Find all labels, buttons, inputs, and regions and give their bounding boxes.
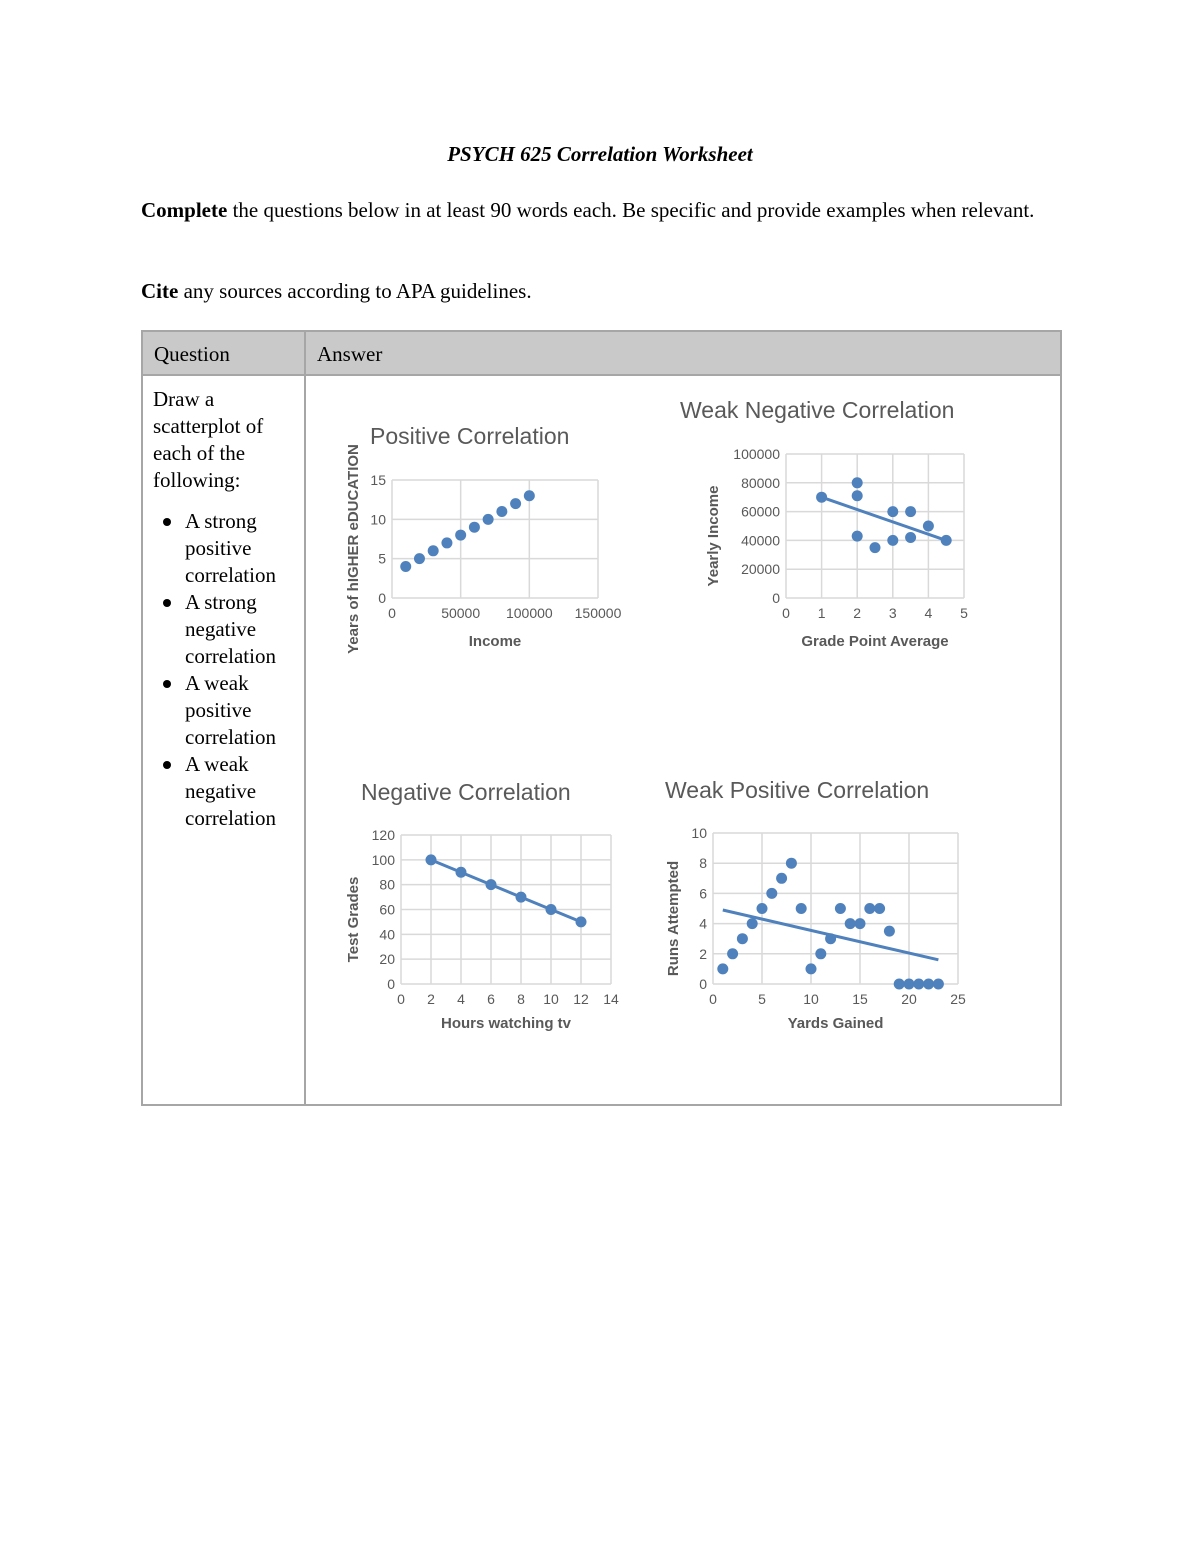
- y-axis-label: Years of hIGHER eDUCATION: [345, 444, 362, 654]
- data-point: [825, 933, 836, 944]
- x-tick-label: 0: [709, 991, 717, 1007]
- answer-cell: [305, 375, 1061, 1105]
- x-tick-label: 4: [924, 605, 933, 621]
- x-tick-label: 20: [901, 991, 917, 1007]
- x-tick-label: 5: [960, 605, 968, 621]
- y-tick-label: 80: [379, 876, 395, 893]
- data-point: [874, 903, 885, 914]
- data-point: [576, 916, 587, 927]
- list-item: A weak negative correlation: [185, 751, 296, 832]
- x-tick-label: 10: [543, 991, 559, 1007]
- data-point: [483, 514, 494, 525]
- y-tick-label: 20000: [741, 561, 780, 578]
- x-tick-label: 0: [782, 605, 790, 621]
- x-tick-label: 50000: [441, 605, 481, 621]
- y-tick-label: 100: [371, 851, 395, 868]
- y-axis-label: Test Grades: [345, 876, 362, 963]
- x-axis-label: Hours watching tv: [440, 1015, 572, 1032]
- chart-title: Weak Positive Correlation: [665, 777, 930, 803]
- data-point: [516, 892, 527, 903]
- y-tick-label: 8: [699, 855, 707, 872]
- y-tick-label: 10: [691, 825, 707, 841]
- y-tick-label: 0: [772, 590, 780, 606]
- x-tick-label: 150000: [574, 605, 622, 621]
- header-question: Question: [142, 331, 305, 375]
- scatterplots-panel: [306, 376, 1058, 1104]
- x-tick-label: 14: [603, 991, 619, 1007]
- data-point: [757, 903, 768, 914]
- data-point: [414, 553, 425, 564]
- instructions-complete: [141, 197, 1066, 224]
- data-point: [923, 521, 934, 532]
- data-point: [815, 948, 826, 959]
- x-tick-label: 15: [852, 991, 868, 1007]
- y-tick-label: 100000: [733, 446, 780, 462]
- data-point: [852, 477, 863, 488]
- data-point: [786, 858, 797, 869]
- data-point: [747, 918, 758, 929]
- x-axis-label: Grade Point Average: [801, 633, 949, 650]
- data-point: [894, 979, 905, 990]
- list-item: A strong negative correlation: [185, 589, 296, 670]
- x-tick-label: 4: [457, 991, 465, 1007]
- data-point: [496, 506, 507, 517]
- data-point: [441, 537, 452, 548]
- y-tick-label: 15: [370, 472, 386, 488]
- y-tick-label: 2: [699, 945, 707, 962]
- question-cell: [142, 375, 305, 1105]
- y-tick-label: 20: [379, 951, 395, 968]
- y-tick-label: 80000: [741, 474, 780, 491]
- x-tick-label: 8: [517, 991, 525, 1007]
- y-tick-label: 60: [379, 901, 395, 918]
- data-point: [905, 532, 916, 543]
- trendline: [822, 497, 947, 540]
- data-point: [524, 490, 535, 501]
- data-point: [717, 963, 728, 974]
- data-point: [905, 506, 916, 517]
- data-point: [884, 926, 895, 937]
- y-tick-label: 5: [378, 550, 386, 567]
- question-answer-table: [141, 330, 1062, 1106]
- data-point: [816, 492, 827, 503]
- data-point: [737, 933, 748, 944]
- x-tick-label: 3: [888, 605, 897, 621]
- data-point: [428, 545, 439, 556]
- trendline: [431, 860, 581, 922]
- data-point: [835, 903, 846, 914]
- cite-text: any sources according to APA guidelines.: [178, 279, 532, 303]
- x-tick-label: 25: [950, 991, 966, 1007]
- x-tick-label: 12: [573, 991, 589, 1007]
- x-tick-label: 10: [803, 991, 819, 1007]
- y-tick-label: 4: [699, 915, 707, 932]
- chart-title: Negative Correlation: [361, 779, 571, 805]
- data-point: [426, 854, 437, 865]
- data-point: [510, 498, 521, 509]
- x-axis-label: Income: [468, 633, 522, 650]
- data-point: [796, 903, 807, 914]
- data-point: [806, 963, 817, 974]
- data-point: [933, 979, 944, 990]
- x-tick-label: 2: [853, 605, 862, 621]
- data-point: [864, 903, 875, 914]
- instructions-cite: [141, 278, 1066, 305]
- data-point: [845, 918, 856, 929]
- y-axis-label: Runs Attempted: [665, 860, 682, 977]
- header-answer: Answer: [305, 331, 1061, 375]
- list-item: A weak positive correlation: [185, 670, 296, 751]
- data-point: [727, 948, 738, 959]
- y-tick-label: 6: [699, 885, 707, 902]
- data-point: [776, 873, 787, 884]
- chart-title: Positive Correlation: [370, 423, 570, 449]
- y-tick-label: 40: [379, 926, 395, 943]
- cite-keyword: Cite: [141, 279, 179, 303]
- y-tick-label: 10: [370, 511, 386, 528]
- question-intro: Draw a scatterplot of each of the following:: [153, 387, 264, 492]
- list-item: A strong positive correlation: [185, 508, 296, 589]
- data-point: [904, 979, 915, 990]
- y-tick-label: 0: [387, 976, 395, 992]
- complete-keyword: Complete: [141, 198, 228, 222]
- data-point: [486, 879, 497, 890]
- question-list: [153, 508, 296, 832]
- x-tick-label: 100000: [505, 605, 553, 621]
- x-axis-label: Yards Gained: [787, 1015, 884, 1032]
- x-tick-label: 0: [397, 991, 405, 1007]
- data-point: [887, 535, 898, 546]
- data-point: [766, 888, 777, 899]
- data-point: [455, 530, 466, 541]
- data-point: [913, 979, 924, 990]
- y-tick-label: 60000: [741, 503, 780, 520]
- complete-text: the questions below in at least 90 words each. Be specific and provide examples when relevant.: [227, 198, 1035, 222]
- y-tick-label: 120: [371, 827, 395, 843]
- y-tick-label: 0: [699, 976, 707, 992]
- data-point: [400, 561, 411, 572]
- data-point: [852, 531, 863, 542]
- data-point: [852, 490, 863, 501]
- document-title: PSYCH 625 Correlation Worksheet: [447, 142, 753, 166]
- y-tick-label: 0: [378, 590, 386, 606]
- x-tick-label: 1: [817, 605, 826, 621]
- data-point: [923, 979, 934, 990]
- data-point: [941, 535, 952, 546]
- data-point: [855, 918, 866, 929]
- y-tick-label: 40000: [741, 532, 780, 549]
- data-point: [546, 904, 557, 915]
- chart-title: Weak Negative Correlation: [680, 397, 955, 423]
- data-point: [887, 506, 898, 517]
- x-tick-label: 5: [758, 991, 766, 1007]
- data-point: [456, 867, 467, 878]
- y-axis-label: Yearly Income: [705, 485, 722, 587]
- x-tick-label: 0: [388, 605, 396, 621]
- data-point: [870, 542, 881, 553]
- x-tick-label: 2: [427, 991, 435, 1007]
- data-point: [469, 522, 480, 533]
- x-tick-label: 6: [487, 991, 495, 1007]
